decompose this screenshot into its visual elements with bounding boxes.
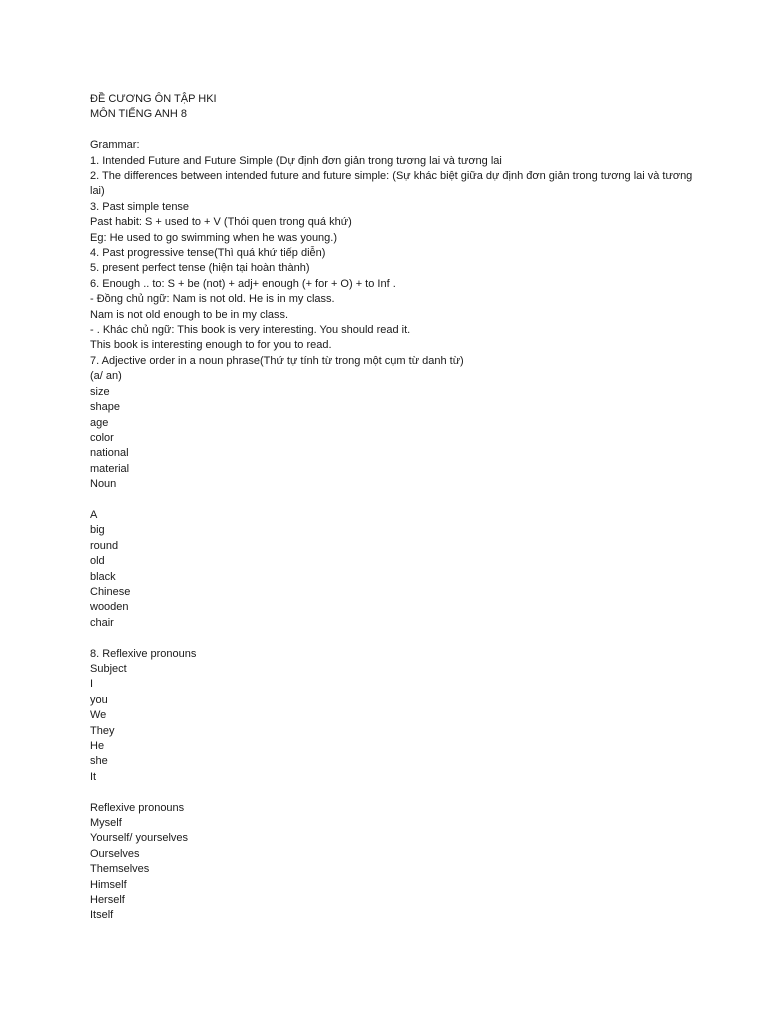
adjective-order-item: age <box>90 416 109 429</box>
adjective-order-item: national <box>90 447 129 460</box>
reflexive-pronoun-item: Himself <box>90 878 127 891</box>
reflexive-heading: 8. Reflexive pronouns <box>90 647 197 660</box>
adjective-order-item: (a/ an) <box>90 370 122 383</box>
reflexive-pronoun-item: Ourselves <box>90 847 140 860</box>
adjective-order-item: Noun <box>90 478 117 491</box>
adjective-order-item: size <box>90 385 110 398</box>
adjective-example-item: wooden <box>90 601 129 614</box>
adjective-example-item: chair <box>90 616 114 629</box>
spacer <box>90 493 710 508</box>
grammar-heading: Grammar: <box>90 139 140 152</box>
grammar-item-6: 6. Enough .. to: S + be (not) + adj+ enough (+ for + O) + to Inf . <box>90 277 396 290</box>
adjective-order-item: shape <box>90 401 120 414</box>
subject-item: We <box>90 709 107 722</box>
past-habit-example: Eg: He used to go swimming when he was young.) <box>90 231 338 244</box>
spacer <box>90 785 710 800</box>
grammar-item-3: 3. Past simple tense <box>90 200 190 213</box>
subject-item: you <box>90 693 108 706</box>
subject-item: I <box>90 678 94 691</box>
spacer <box>90 123 710 138</box>
grammar-item-1: 1. Intended Future and Future Simple (Dự định đơn giản trong tương lai và tương lai <box>90 154 502 167</box>
adjective-example-item: big <box>90 524 105 537</box>
grammar-item-7: 7. Adjective order in a noun phrase(Thứ tự tính từ trong một cụm từ danh từ) <box>90 354 464 367</box>
same-subject-example: - Đồng chủ ngữ: Nam is not old. He is in my class. <box>90 293 335 306</box>
adjective-example-item: Chinese <box>90 585 131 598</box>
diff-subject-example: - . Khác chủ ngữ: This book is very interesting. You should read it. <box>90 324 411 337</box>
reflexive-pronoun-item: Itself <box>90 909 114 922</box>
subject-item: she <box>90 755 108 768</box>
reflexive-pronoun-item: Yourself/ yourselves <box>90 832 189 845</box>
adjective-example-item: old <box>90 555 105 568</box>
grammar-item-5: 5. present perfect tense (hiện tại hoàn thành) <box>90 262 310 275</box>
same-subject-result: Nam is not old enough to be in my class. <box>90 308 289 321</box>
grammar-item-4: 4. Past progressive tense(Thì quá khứ tiếp diễn) <box>90 247 326 260</box>
grammar-item-2: 2. The differences between intended future and future simple: (Sự khác biệt giữa dự định đơn giản trong tương lai và tương lai) <box>90 170 696 198</box>
reflexive-pronoun-item: Myself <box>90 817 122 830</box>
adjective-example-item: A <box>90 508 98 521</box>
diff-subject-result: This book is interesting enough to for you to read. <box>90 339 332 352</box>
adjective-example-item: round <box>90 539 119 552</box>
subject-heading: Subject <box>90 662 127 675</box>
document-title: ĐỀ CƯƠNG ÔN TẬP HKI <box>90 93 217 105</box>
adjective-order-item: material <box>90 462 130 475</box>
spacer <box>90 631 710 646</box>
reflexive-pronoun-item: Herself <box>90 894 125 907</box>
adjective-example-item: black <box>90 570 116 583</box>
adjective-order-item: color <box>90 431 114 444</box>
document-subject: MÔN TIẾNG ANH 8 <box>90 108 187 121</box>
subject-item: It <box>90 770 97 783</box>
past-habit-formula: Past habit: S + used to + V (Thói quen trong quá khứ) <box>90 216 352 229</box>
subject-item: He <box>90 740 105 753</box>
document-page <box>90 92 710 924</box>
subject-item: They <box>90 724 115 737</box>
reflexive-pronouns-heading: Reflexive pronouns <box>90 801 185 814</box>
reflexive-pronoun-item: Themselves <box>90 863 150 876</box>
